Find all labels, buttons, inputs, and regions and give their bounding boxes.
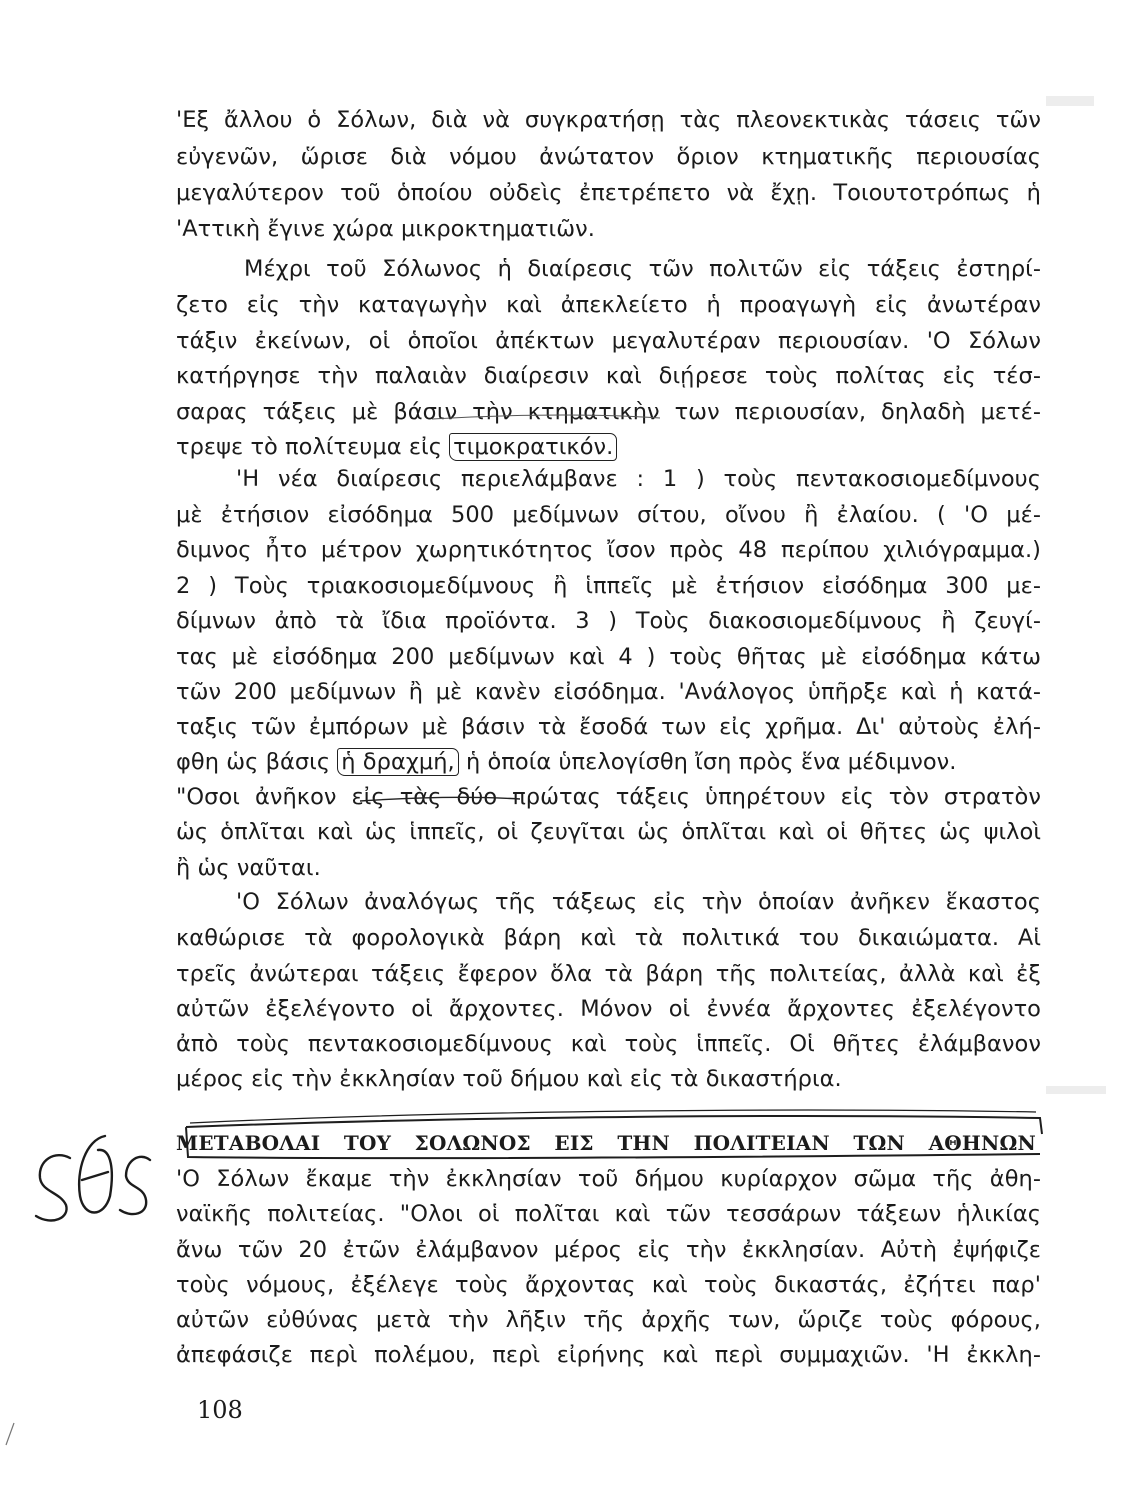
text-line: τάξιν ἐκείνων, οἱ ὁποῖοι ἀπέκτων μεγαλυτέραν περιουσίαν. 'Ο Σόλων bbox=[176, 328, 1041, 354]
text-line: σαρας τάξεις μὲ βάσιν τὴν κτηματικὴν των περιουσίαν, δηλαδὴ μετέ- bbox=[176, 399, 1041, 425]
circled-word: ἡ δραχμή, bbox=[337, 748, 458, 776]
text-line: μὲ ἐτήσιον εἰσόδημα 500 μεδίμνων σίτου, οἴνου ἢ ἐλαίου. ( 'Ο μέ- bbox=[176, 502, 1041, 528]
text-line: αὐτῶν ἐξελέγοντο οἱ ἄρχοντες. Μόνον οἱ ἐννέα ἄρχοντες ἐξελέγοντο bbox=[176, 996, 1041, 1022]
text-line: ἄνω τῶν 20 ἐτῶν ἐλάμβανον μέρος εἰς τὴν ἐκκλησίαν. Αὐτὴ ἐψήφιζε bbox=[176, 1237, 1041, 1263]
text-fragment: φθη ὡς βάσις bbox=[176, 749, 338, 775]
underline-mark bbox=[360, 797, 520, 801]
text-line: ἀπεφάσιζε περὶ πολέμου, περὶ εἰρήνης καὶ περὶ συμμαχιῶν. 'Η ἐκκλη- bbox=[176, 1342, 1041, 1368]
text-line: καθώρισε τὰ φορολογικὰ βάρη καὶ τὰ πολιτικά του δικαιώματα. Αἱ bbox=[176, 925, 1041, 951]
marginal-note-505 bbox=[36, 1136, 150, 1220]
text-line: εὐγενῶν, ὥρισε διὰ νόμου ἀνώτατον ὅριον κτηματικῆς περιουσίας bbox=[176, 144, 1041, 170]
text-line: τῶν 200 μεδίμνων ἢ μὲ κανὲν εἰσόδημα. 'Ανάλογος ὑπῆρξε καὶ ἡ κατά- bbox=[176, 679, 1041, 705]
text-line: τρεῖς ἀνώτεραι τάξεις ἔφερον ὅλα τὰ βάρη τῆς πολιτείας, ἀλλὰ καὶ ἐξ bbox=[176, 961, 1041, 987]
text-fragment: τρεψε τὸ πολίτευμα εἰς bbox=[176, 434, 450, 460]
text-line: ζετο εἰς τὴν καταγωγὴν καὶ ἀπεκλείετο ἡ προαγωγὴ εἰς ἀνωτέραν bbox=[176, 292, 1041, 318]
text-line: ταξις τῶν ἐμπόρων μὲ βάσιν τὰ ἔσοδά των εἰς χρῆμα. Δι' αὐτοὺς ἐλή- bbox=[176, 714, 1041, 740]
text-line: αὐτῶν εὐθύνας μετὰ τὴν λῆξιν τῆς ἀρχῆς των, ὥριζε τοὺς φόρους, bbox=[176, 1307, 1041, 1333]
text-line: δίμνων ἀπὸ τὰ ἴδια προϊόντα. 3 ) Τοὺς διακοσιομεδίμνους ἢ ζευγί- bbox=[176, 608, 1041, 634]
text-line: 'Αττικὴ ἔγινε χώρα μικροκτηματιῶν. bbox=[176, 216, 595, 242]
text-line: ἀπὸ τοὺς πεντακοσιομεδίμνους καὶ τοὺς ἱππεῖς. Οἱ θῆτες ἐλάμβανον bbox=[176, 1031, 1041, 1057]
text-line: 'Ο Σόλων ἔκαμε τὴν ἐκκλησίαν τοῦ δήμου κυρίαρχον σῶμα τῆς ἀθη- bbox=[176, 1166, 1041, 1192]
text-line: Μέχρι τοῦ Σόλωνος ἡ διαίρεσις τῶν πολιτῶν εἰς τάξεις ἐστηρί- bbox=[244, 256, 1041, 282]
page-number: 108 bbox=[197, 1396, 243, 1424]
text-fragment: ἡ ὁποία ὑπελογίσθη ἴση πρὸς ἕνα μέδιμνον. bbox=[458, 749, 957, 775]
text-line: 2 ) Τοὺς τριακοσιομεδίμνους ἢ ἱππεῖς μὲ ἐτήσιον εἰσόδημα 300 με- bbox=[176, 573, 1041, 599]
margin-tick bbox=[6, 1423, 14, 1445]
heading-box-stroke bbox=[186, 1116, 1042, 1158]
text-line: διμνος ἦτο μέτρον χωρητικότητος ἴσον πρὸς 48 περίπου χιλιόγραμμα.) bbox=[176, 537, 1041, 563]
text-line: "Οσοι ἀνῆκον εἰς τὰς δύο πρώτας τάξεις ὑπηρέτουν εἰς τὸν στρατὸν bbox=[176, 784, 1041, 810]
text-line: μέρος εἰς τὴν ἐκκλησίαν τοῦ δήμου καὶ εἰς τὰ δικαστήρια. bbox=[176, 1066, 842, 1092]
text-line: 'Ο Σόλων ἀναλόγως τῆς τάξεως εἰς τὴν ὁποίαν ἀνῆκεν ἕκαστος bbox=[236, 889, 1041, 915]
circled-word: τιμοκρατικόν. bbox=[449, 433, 617, 461]
section-heading: ΜΕΤΑΒΟΛΑΙ ΤΟΥ ΣΟΛΩΝΟΣ ΕΙΣ ΤΗΝ ΠΟΛΙΤΕΙΑΝ ΤΩΝ ΑΘΗΝΩΝ bbox=[176, 1131, 1036, 1155]
text-line: ναϊκῆς πολιτείας. "Ολοι οἱ πολῖται καὶ τῶν τεσσάρων τάξεων ἡλικίας bbox=[176, 1201, 1041, 1227]
text-line: ἢ ὡς ναῦται. bbox=[176, 855, 321, 881]
text-line: τας μὲ εἰσόδημα 200 μεδίμνων καὶ 4 ) τοὺς θῆτας μὲ εἰσόδημα κάτω bbox=[176, 644, 1041, 670]
text-line: 'Εξ ἄλλου ὁ Σόλων, διὰ νὰ συγκρατήσῃ τὰς πλεονεκτικὰς τάσεις τῶν bbox=[176, 107, 1041, 133]
text-line: ὡς ὁπλῖται καὶ ὡς ἱππεῖς, οἱ ζευγῖται ὡς ὁπλῖται καὶ οἱ θῆτες ὡς ψιλοὶ bbox=[176, 819, 1041, 845]
text-line: 'Η νέα διαίρεσις περιελάμβανε : 1 ) τοὺς πεντακοσιομεδίμνους bbox=[236, 466, 1041, 492]
text-line: κατήργησε τὴν παλαιὰν διαίρεσιν καὶ διῄρεσε τοὺς πολίτας εἰς τέσ- bbox=[176, 363, 1041, 389]
text-line: τοὺς νόμους, ἐξέλεγε τοὺς ἄρχοντας καὶ τοὺς δικαστάς, ἐζήτει παρ' bbox=[176, 1272, 1041, 1298]
underline-mark bbox=[432, 415, 660, 419]
text-line: μεγαλύτερον τοῦ ὁποίου οὐδεὶς ἐπετρέπετο νὰ ἔχῃ. Τοιουτοτρόπως ἡ bbox=[176, 180, 1041, 206]
